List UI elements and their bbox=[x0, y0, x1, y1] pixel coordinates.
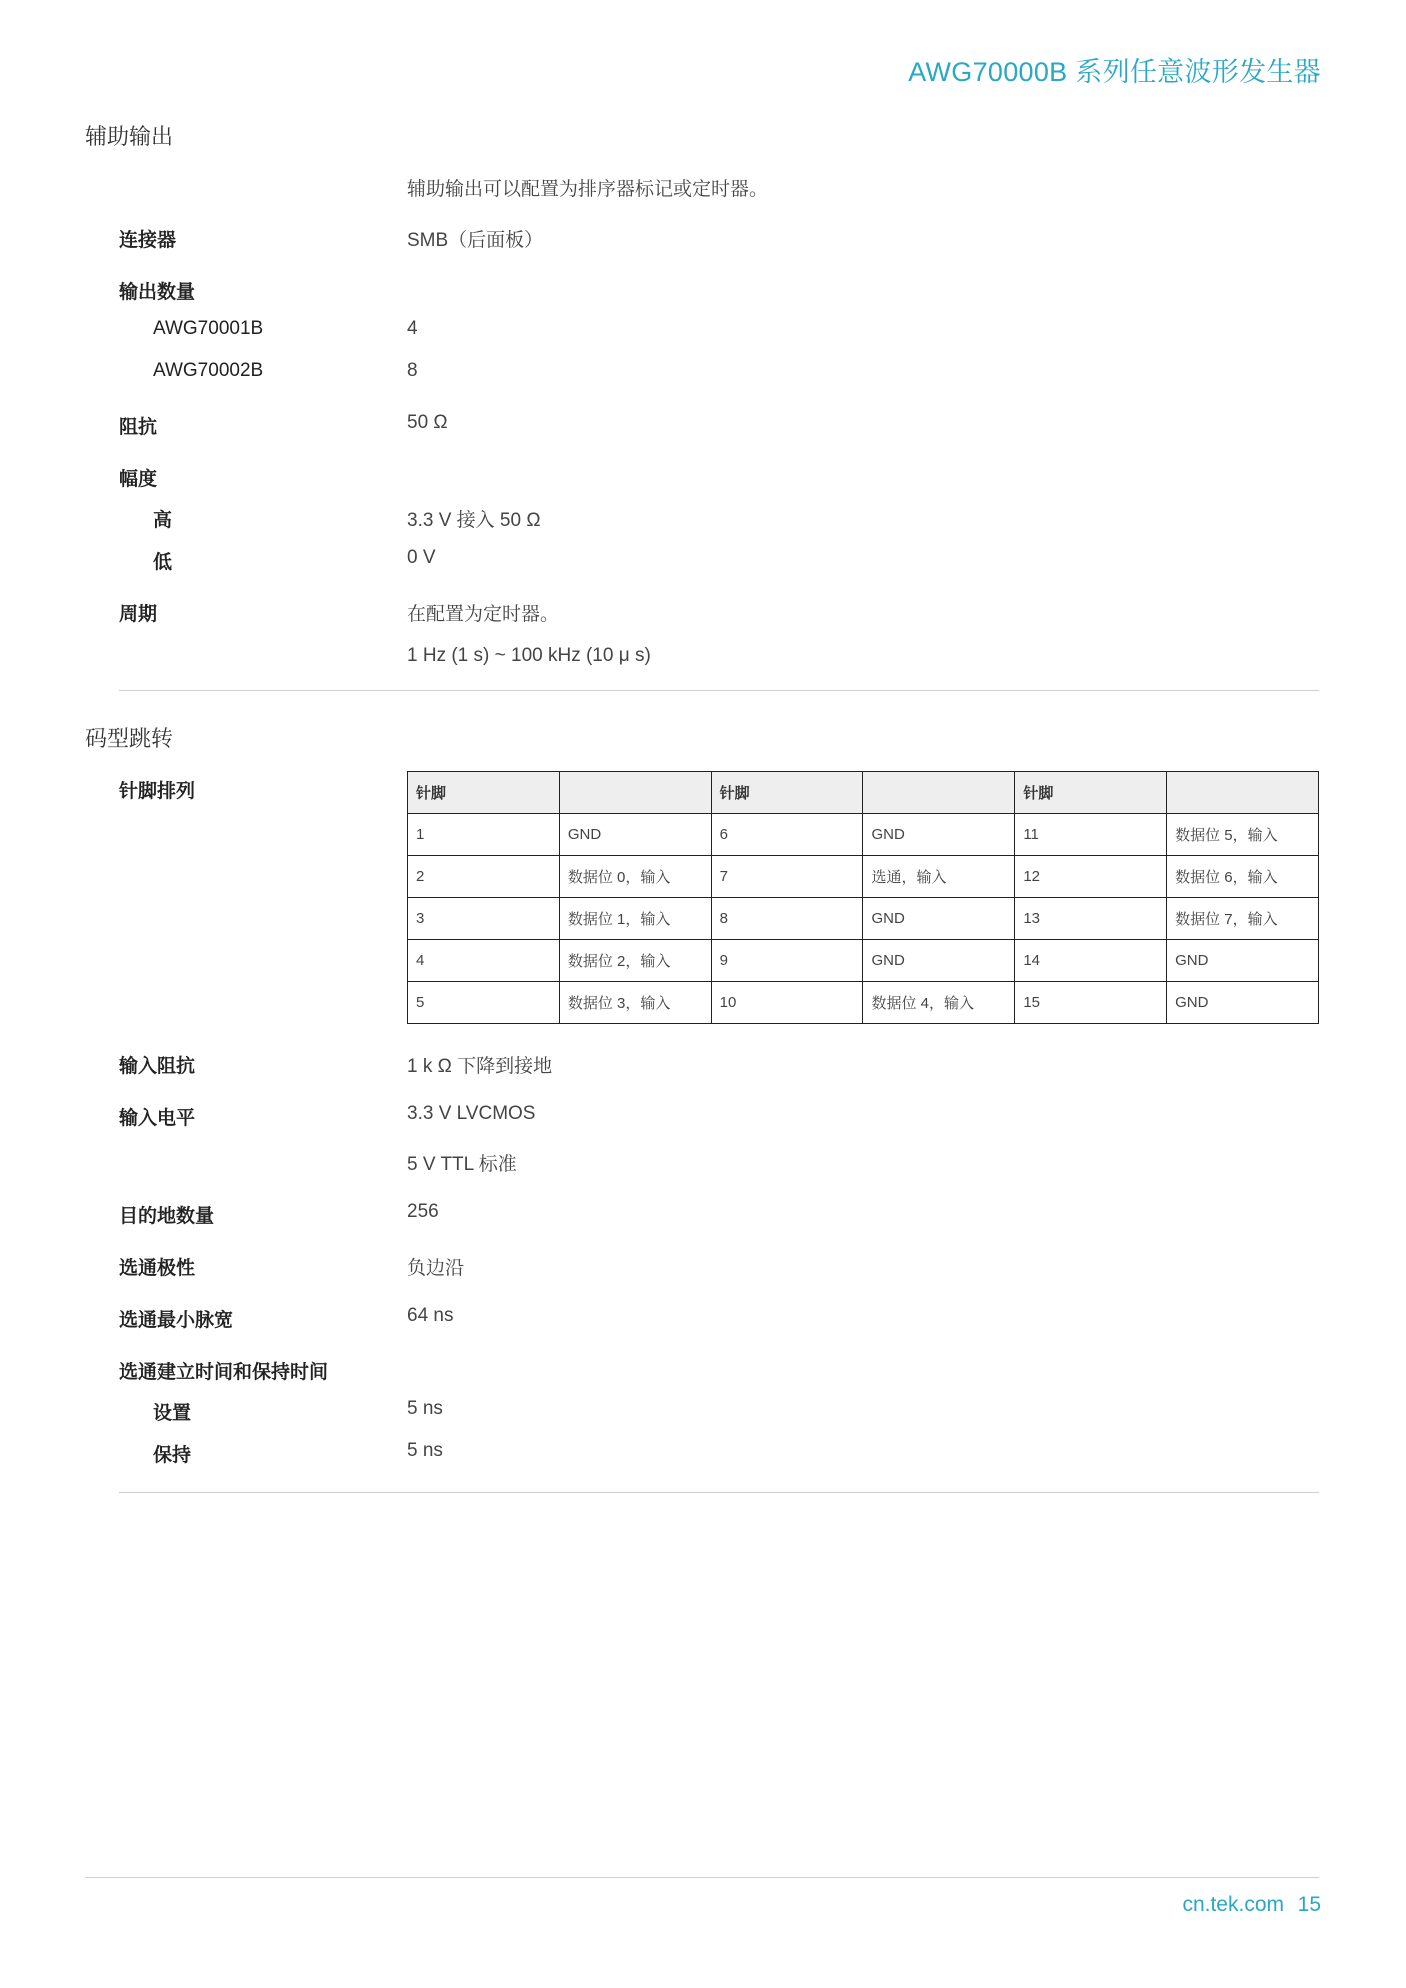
amplitude-label: 幅度 bbox=[119, 469, 158, 490]
table-cell: 11 bbox=[1015, 814, 1167, 856]
table-row bbox=[408, 814, 1319, 856]
table-cell: GND bbox=[1167, 982, 1319, 1024]
table-cell: GND bbox=[863, 814, 1015, 856]
period-label: 周期 bbox=[119, 604, 158, 625]
table-row bbox=[408, 982, 1319, 1024]
table-cell: 数据位 7，输入 bbox=[1167, 898, 1319, 940]
table-cell: 12 bbox=[1015, 856, 1167, 898]
section-heading-aux-output: 辅助输出 bbox=[85, 124, 174, 149]
aux-output-intro: 辅助输出可以配置为排序器标记或定时器。 bbox=[407, 179, 769, 200]
table-cell: 4 bbox=[408, 940, 560, 982]
input-level-value-ttl: 5 V TTL 标准 bbox=[407, 1154, 517, 1175]
footer-website-link[interactable]: cn.tek.com bbox=[1182, 1893, 1284, 1916]
setup-time-label: 设置 bbox=[153, 1403, 192, 1424]
amplitude-high-value: 3.3 V 接入 50 Ω bbox=[407, 510, 541, 531]
table-cell: 数据位 4，输入 bbox=[863, 982, 1015, 1024]
destinations-label: 目的地数量 bbox=[119, 1206, 215, 1227]
table-header-cell: 针脚 bbox=[1015, 772, 1167, 814]
table-cell: 数据位 2，输入 bbox=[559, 940, 711, 982]
table-cell: 8 bbox=[711, 898, 863, 940]
table-header-cell: 针脚 bbox=[711, 772, 863, 814]
table-header-cell bbox=[1167, 772, 1319, 814]
impedance-label: 阻抗 bbox=[119, 417, 158, 438]
section-heading-pattern-jump: 码型跳转 bbox=[85, 726, 174, 751]
table-cell: GND bbox=[559, 814, 711, 856]
table-row bbox=[408, 898, 1319, 940]
section-divider bbox=[119, 690, 1319, 691]
table-cell: 6 bbox=[711, 814, 863, 856]
impedance-value: 50 Ω bbox=[407, 412, 448, 433]
pinout-label: 针脚排列 bbox=[119, 781, 196, 802]
table-cell: GND bbox=[863, 940, 1015, 982]
table-cell: 14 bbox=[1015, 940, 1167, 982]
table-cell: GND bbox=[1167, 940, 1319, 982]
table-cell: 数据位 0，输入 bbox=[559, 856, 711, 898]
input-level-label: 输入电平 bbox=[119, 1108, 196, 1129]
strobe-polarity-label: 选通极性 bbox=[119, 1258, 196, 1279]
table-cell: 10 bbox=[711, 982, 863, 1024]
document-title: AWG70000B 系列任意波形发生器 bbox=[908, 57, 1321, 87]
table-cell: 2 bbox=[408, 856, 560, 898]
setup-time-value: 5 ns bbox=[407, 1398, 443, 1419]
destinations-value: 256 bbox=[407, 1201, 439, 1222]
amplitude-low-label: 低 bbox=[153, 552, 173, 573]
strobe-min-width-label: 选通最小脉宽 bbox=[119, 1310, 234, 1331]
table-cell: 3 bbox=[408, 898, 560, 940]
period-value-range: 1 Hz (1 s) ~ 100 kHz (10 μ s) bbox=[407, 645, 651, 666]
table-header-cell bbox=[559, 772, 711, 814]
setup-hold-label: 选通建立时间和保持时间 bbox=[119, 1362, 329, 1383]
table-header-cell bbox=[863, 772, 1015, 814]
strobe-polarity-value: 负边沿 bbox=[407, 1258, 465, 1279]
table-cell: 15 bbox=[1015, 982, 1167, 1024]
table-row bbox=[408, 940, 1319, 982]
table-cell: 数据位 1，输入 bbox=[559, 898, 711, 940]
table-cell: 数据位 5，输入 bbox=[1167, 814, 1319, 856]
amplitude-high-label: 高 bbox=[153, 510, 173, 531]
table-cell: 9 bbox=[711, 940, 863, 982]
pinout-table-header-row bbox=[408, 772, 1319, 814]
table-row bbox=[408, 856, 1319, 898]
hold-time-value: 5 ns bbox=[407, 1440, 443, 1461]
model-awg70001b-label: AWG70001B bbox=[153, 318, 264, 339]
amplitude-low-value: 0 V bbox=[407, 547, 436, 568]
input-level-value-lvcmos: 3.3 V LVCMOS bbox=[407, 1103, 536, 1124]
footer-divider bbox=[85, 1877, 1319, 1878]
table-cell: 选通，输入 bbox=[863, 856, 1015, 898]
model-awg70002b-label: AWG70002B bbox=[153, 360, 264, 381]
section-end-divider bbox=[119, 1492, 1319, 1493]
input-impedance-label: 输入阻抗 bbox=[119, 1056, 196, 1077]
strobe-min-width-value: 64 ns bbox=[407, 1305, 454, 1326]
model-awg70001b-value: 4 bbox=[407, 318, 418, 339]
table-cell: 5 bbox=[408, 982, 560, 1024]
connector-value: SMB（后面板） bbox=[407, 230, 544, 251]
table-cell: 数据位 6，输入 bbox=[1167, 856, 1319, 898]
table-header-cell: 针脚 bbox=[408, 772, 560, 814]
table-cell: 数据位 3，输入 bbox=[559, 982, 711, 1024]
connector-label: 连接器 bbox=[119, 230, 177, 251]
table-cell: 13 bbox=[1015, 898, 1167, 940]
table-cell: 7 bbox=[711, 856, 863, 898]
table-cell: 1 bbox=[408, 814, 560, 856]
page-number: 15 bbox=[1297, 1893, 1321, 1916]
model-awg70002b-value: 8 bbox=[407, 360, 418, 381]
pinout-table bbox=[407, 771, 1319, 1024]
period-value-mode: 在配置为定时器。 bbox=[407, 604, 560, 625]
table-cell: GND bbox=[863, 898, 1015, 940]
input-impedance-value: 1 k Ω 下降到接地 bbox=[407, 1056, 553, 1077]
output-count-label: 输出数量 bbox=[119, 282, 196, 303]
hold-time-label: 保持 bbox=[153, 1445, 192, 1466]
